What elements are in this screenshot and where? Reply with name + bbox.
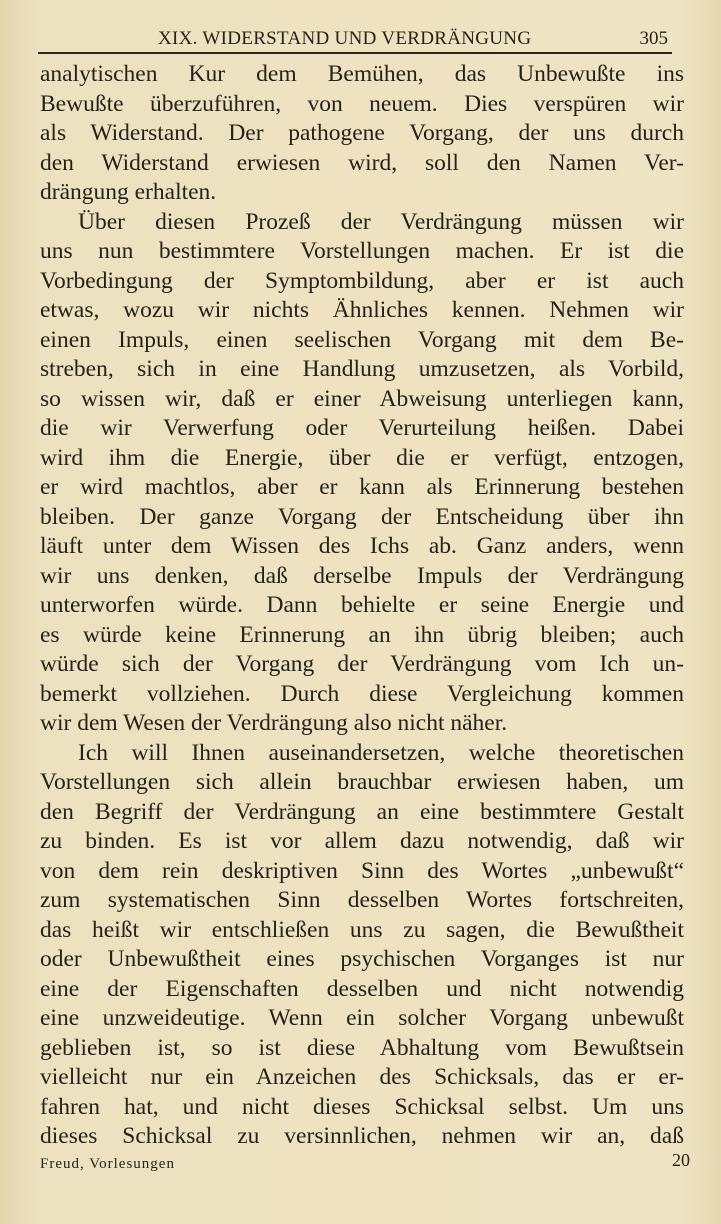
body-text [40, 60, 684, 1152]
text-line: Über diesen Prozeß der Verdrängung müssen wir [78, 208, 684, 235]
text-line: Vorbedingung der Symptombildung, aber er ist auch [40, 267, 684, 294]
text-line: bemerkt vollziehen. Durch diese Vergleichung kommen [40, 680, 684, 707]
text-line: einen Impuls, einen seelischen Vorgang mit dem Be- [40, 326, 684, 353]
text-line: zum systematischen Sinn desselben Wortes fortschreiten, [40, 887, 684, 913]
text-line: uns nun bestimmtere Vorstellungen machen. Er ist die [40, 238, 684, 264]
text-line: so wissen wir, daß er einer Abweisung unterliegen kann, [40, 385, 684, 412]
text-line: vielleicht nur ein Anzeichen des Schicksals, das er er- [40, 1064, 684, 1090]
running-header [38, 26, 672, 54]
text-line: oder Unbewußtheit eines psychischen Vorganges ist nur [40, 946, 684, 972]
text-line: fahren hat, und nicht dieses Schicksal selbst. Um uns [40, 1093, 684, 1120]
text-line: bleiben. Der ganze Vorgang der Entscheidung über ihn [40, 503, 684, 530]
text-line: als Widerstand. Der pathogene Vorgang, der uns durch [40, 120, 684, 146]
text-line: wir uns denken, daß derselbe Impuls der Verdrängung [40, 562, 684, 589]
text-line: unterworfen würde. Dann behielte er seine Energie und [40, 592, 684, 618]
text-line: etwas, wozu wir nichts Ähnliches kennen. Nehmen wir [40, 297, 684, 323]
text-line: Vorstellungen sich allein brauchbar erwiesen haben, um [40, 769, 684, 795]
text-line: eine der Eigenschaften desselben und nicht notwendig [40, 975, 684, 1002]
text-line: geblieben ist, so ist diese Abhaltung vom Bewußtsein [40, 1034, 684, 1061]
text-line: drängung erhalten. [40, 179, 217, 205]
text-line: analytischen Kur dem Bemühen, das Unbewußte ins [40, 61, 684, 87]
text-line: den Widerstand erwiesen wird, soll den Namen Ver- [40, 149, 684, 176]
text-line: den Begriff der Verdrängung an eine bestimmtere Gestalt [40, 798, 684, 825]
text-line: zu binden. Es ist vor allem dazu notwendig, daß wir [40, 828, 684, 854]
text-line: er wird machtlos, aber er kann als Erinnerung bestehen [40, 474, 684, 500]
text-line: von dem rein deskriptiven Sinn des Wortes „unbewußt“ [40, 857, 684, 884]
text-line: wird ihm die Energie, über die er verfügt, entzogen, [40, 444, 684, 471]
text-line: würde sich der Vorgang der Verdrängung vom Ich un- [40, 651, 684, 677]
footer-source: Freud, Vorlesungen [40, 1156, 175, 1172]
text-line: dieses Schicksal zu versinnlichen, nehmen wir an, daß [40, 1123, 684, 1149]
text-line: das heißt wir entschließen uns zu sagen, die Bewußtheit [40, 916, 684, 943]
page-number: 305 [639, 28, 668, 49]
text-line: streben, sich in eine Handlung umzusetzen, als Vorbild, [40, 356, 684, 382]
text-line: wir dem Wesen der Verdrängung also nicht näher. [40, 710, 508, 736]
text-line: Bewußte überzuführen, von neuem. Dies verspüren wir [40, 90, 684, 117]
text-line: Ich will Ihnen auseinandersetzen, welche theoretischen [78, 739, 684, 766]
running-title: XIX. WIDERSTAND UND VERDRÄNGUNG [158, 28, 532, 49]
text-line: es würde keine Erinnerung an ihn übrig bleiben; auch [40, 621, 684, 648]
signature-mark: 20 [672, 1150, 690, 1170]
text-line: die wir Verwerfung oder Verurteilung heißen. Dabei [40, 415, 684, 441]
text-line: eine unzweideutige. Wenn ein solcher Vorgang unbewußt [40, 1005, 684, 1031]
text-line: läuft unter dem Wissen des Ichs ab. Ganz anders, wenn [40, 533, 684, 559]
